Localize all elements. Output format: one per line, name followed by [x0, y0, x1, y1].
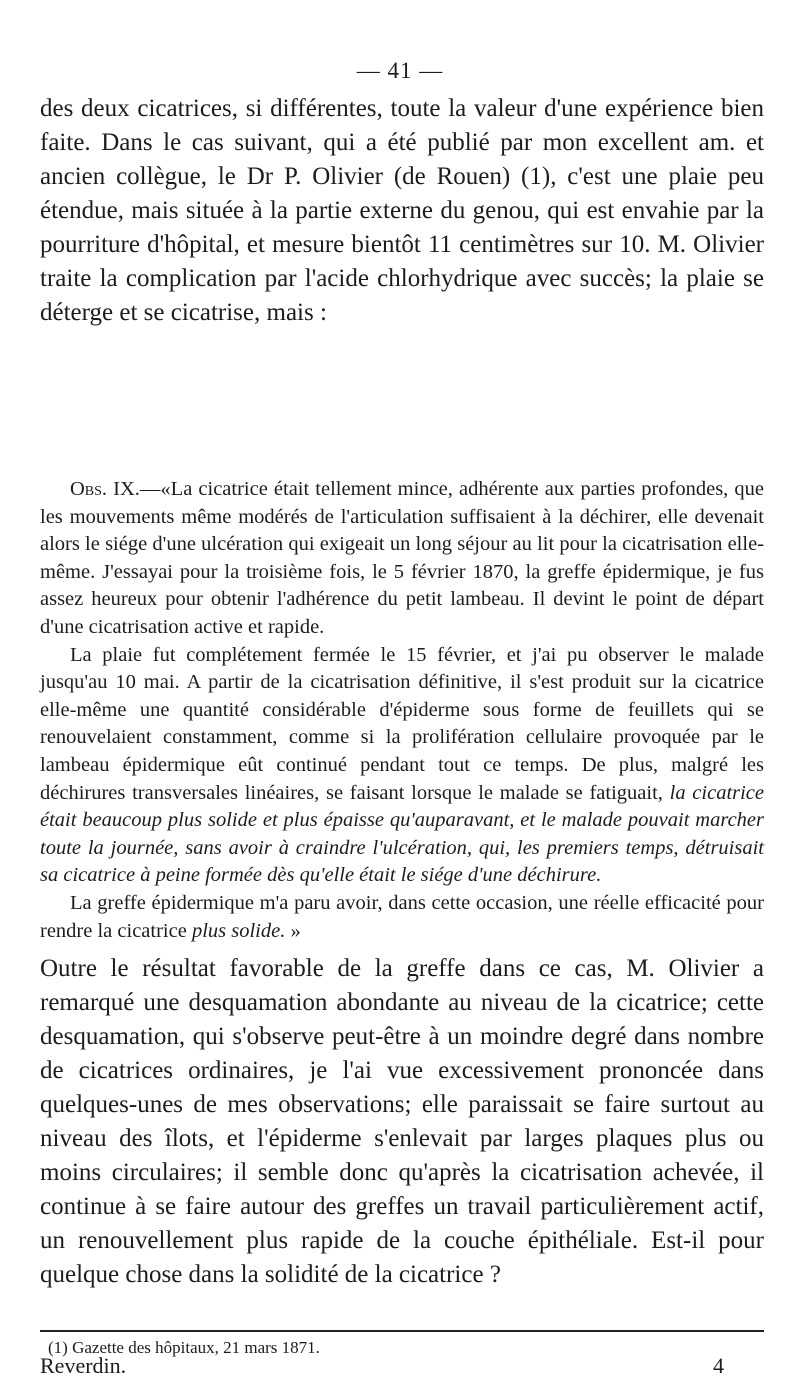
observation-ix	[40, 476, 764, 945]
page-number: — 41 —	[356, 58, 444, 83]
signature-author: Reverdin.	[40, 1353, 127, 1378]
obs-text-3: La greffe épidermique m'a paru avoir, dans cette occasion, une réelle efficacité pour rendre la cicatrice	[40, 891, 764, 942]
signature-number: 4	[713, 1353, 724, 1378]
obs-paragraph-1	[40, 476, 764, 642]
obs-paragraph-2	[40, 642, 764, 890]
paragraph-discussion-text: Outre le résultat favorable de la greffe dans ce cas, M. Olivier a remarqué une desquamation abondante au niveau de la cicatrice; cette desquamation, qui s'observe peut-être à un moindre degré dans nombre de cicatrices ordinaires, je l'ai vue excessivement prononcée dans quelques-unes de mes observations; elle paraissait se faire surtout au niveau des îlots, et l'épiderme s'enlevait par larges plaques plus ou moins circulaires; il semble donc qu'après la cicatrisation achevée, il continue à se faire autour des greffes un travail particulièrement actif, un renouvellement plus rapide de la couche épithéliale. Est-il pour quelque chose dans la solidité de la cicatrice ?	[40, 955, 764, 1288]
signature-line	[40, 1352, 764, 1380]
obs-text-3-italic: plus solide.	[191, 919, 286, 942]
obs-paragraph-3	[40, 890, 764, 945]
obs-text-2: La plaie fut complétement fermée le 15 février, et j'ai pu observer le malade jusqu'au 10 mai. A partir de la cicatrisation définitive, il s'est produit sur la cicatrice elle-même une quantité considérable d'épiderme sous forme de feuillets qui se renouvelaient constamment, comme si la prolifération cellulaire provoquée par le lambeau épidermique eût continué pendant tout ce temps. De plus, malgré les déchirures transversales linéaires, se faisant lorsque le malade se fatiguait,	[40, 643, 764, 804]
footnote-divider	[40, 1330, 764, 1332]
obs-closing-quote: »	[290, 919, 301, 942]
paragraph-intro	[40, 92, 764, 330]
obs-text-2-italic: la cicatrice était beaucoup plus solide et plus épaisse qu'auparavant, et le malade pouvait marcher toute la journée, sans avoir à craindre l'ulcération, qui, les premiers temps, détruisait sa cicatrice à peine formée dès qu'elle était le siége d'une déchirure.	[40, 781, 765, 887]
footnote: (1) Gazette des hôpitaux, 21 mars 1871.	[48, 1338, 320, 1357]
obs-text-1: —«La cicatrice était tellement mince, adhérente aux parties profondes, que les mouvements même modérés de l'articulation suffisaient à la déchirer, elle devenait alors le siége d'une ulcération qui exigeait un long séjour au lit pour la cicatrisation elle-même. J'essayai pour la troisième fois, le 5 février 1870, la greffe épidermique, je fus assez heureux pour obtenir l'adhérence du petit lambeau. Il devint le point de départ d'une cicatrisation active et rapide.	[40, 478, 765, 638]
paragraph-discussion	[40, 952, 764, 1292]
paragraph-intro-text: des deux cicatrices, si différentes, toute la valeur d'une expérience bien faite. Dans le cas suivant, qui a été publié par mon excellent am. et ancien collègue, le Dr P. Olivier (de Rouen) (1), c'est une plaie peu étendue, mais située à la partie externe du genou, qui est envahie par la pourriture d'hôpital, et mesure bientôt 11 centimètres sur 10. M. Olivier traite la complication par l'acide chlorhydrique avec succès; la plaie se déterge et se cicatrise, mais :	[40, 95, 764, 326]
obs-label: Obs. IX.	[70, 478, 140, 500]
